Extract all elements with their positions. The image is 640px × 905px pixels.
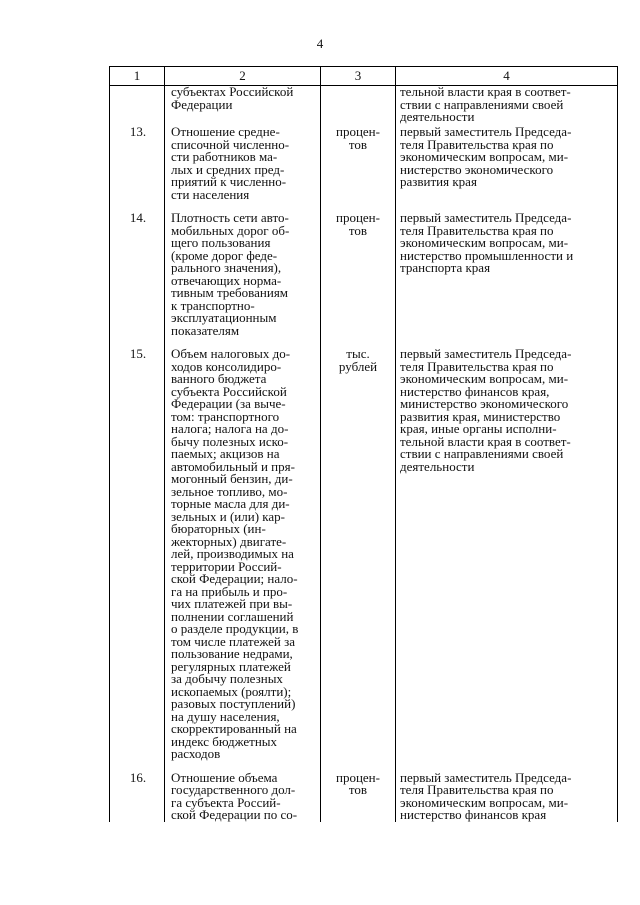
- column-header-2: 2: [165, 67, 321, 86]
- indicator-text: Отношение средне- списочной численно- сти работников ма- лых и средних пред- приятий к численно- сти населения: [165, 126, 321, 201]
- responsible-text: первый заместитель Председа- теля Правительства края по экономическим вопросам, ми- нистерство промышленности и транспорта края: [396, 212, 618, 337]
- responsible-text: первый заместитель Председа- теля Правительства края по экономическим вопросам, ми- нистерство экономического развития края: [396, 126, 618, 201]
- table-row: [110, 126, 618, 201]
- column-header-4: 4: [396, 67, 618, 86]
- table-row: [110, 772, 618, 822]
- indicators-table: [109, 66, 618, 822]
- row-number: 14.: [110, 212, 165, 337]
- indicator-text: Плотность сети авто- мобильных дорог об- щего пользования (кроме дорог феде- рального значения), отвечающих норма- тивным требованиям к транспортно- эксплуатационным показателям: [165, 212, 321, 337]
- unit-text: процен- тов: [321, 126, 396, 201]
- row-number: 13.: [110, 126, 165, 201]
- responsible-text: тельной власти края в соответ- ствии с направлениями своей деятельности: [396, 86, 618, 127]
- unit-text: [321, 86, 396, 127]
- responsible-text: первый заместитель Председа- теля Правительства края по экономическим вопросам, ми- нистерство финансов края, министерство экономического развития края, министерство края, иные органы исполни- тельной власти края в соответ- ствии с направлениями своей деятельности: [396, 348, 618, 761]
- table-row: [110, 212, 618, 337]
- page-number: 4: [316, 36, 324, 51]
- indicator-text: Объем налоговых до- ходов консолидиро- ванного бюджета субъекта Российской Федерации (за выче- том: транспортного налога; налога на до- бычу полезных иско- паемых; акцизов на автомобильный и пря- могонный бензин, ди- зельное топливо, мо- торные масла для ди- зельных и (или) кар- бюраторных (ин- жекторных) двигате- лей, производимых на территории Россий- ской Федерации; нало- га на прибыль и про- чих платежей при вы- полнении соглашений о разделе продукции, в том числе платежей за пользование недрами, регулярных платежей за добычу полезных ископаемых (роялти); разовых поступлений) на душу населения, скорректированный на индекс бюджетных расходов: [165, 348, 321, 761]
- column-header-1: 1: [110, 67, 165, 86]
- responsible-text: первый заместитель Председа- теля Правительства края по экономическим вопросам, ми- нистерство финансов края: [396, 772, 618, 822]
- row-number: 15.: [110, 348, 165, 761]
- unit-text: тыс. рублей: [321, 348, 396, 761]
- indicator-text: субъектах Российской Федерации: [165, 86, 321, 127]
- unit-text: процен- тов: [321, 772, 396, 822]
- row-number: 16.: [110, 772, 165, 822]
- indicator-text: Отношение объема государственного дол- га субъекта Россий- ской Федерации по со-: [165, 772, 321, 822]
- unit-text: процен- тов: [321, 212, 396, 337]
- row-number: [110, 86, 165, 127]
- column-header-3: 3: [321, 67, 396, 86]
- table-row-continuation: [110, 86, 618, 127]
- table-row: [110, 348, 618, 761]
- table-header-row: [110, 67, 618, 86]
